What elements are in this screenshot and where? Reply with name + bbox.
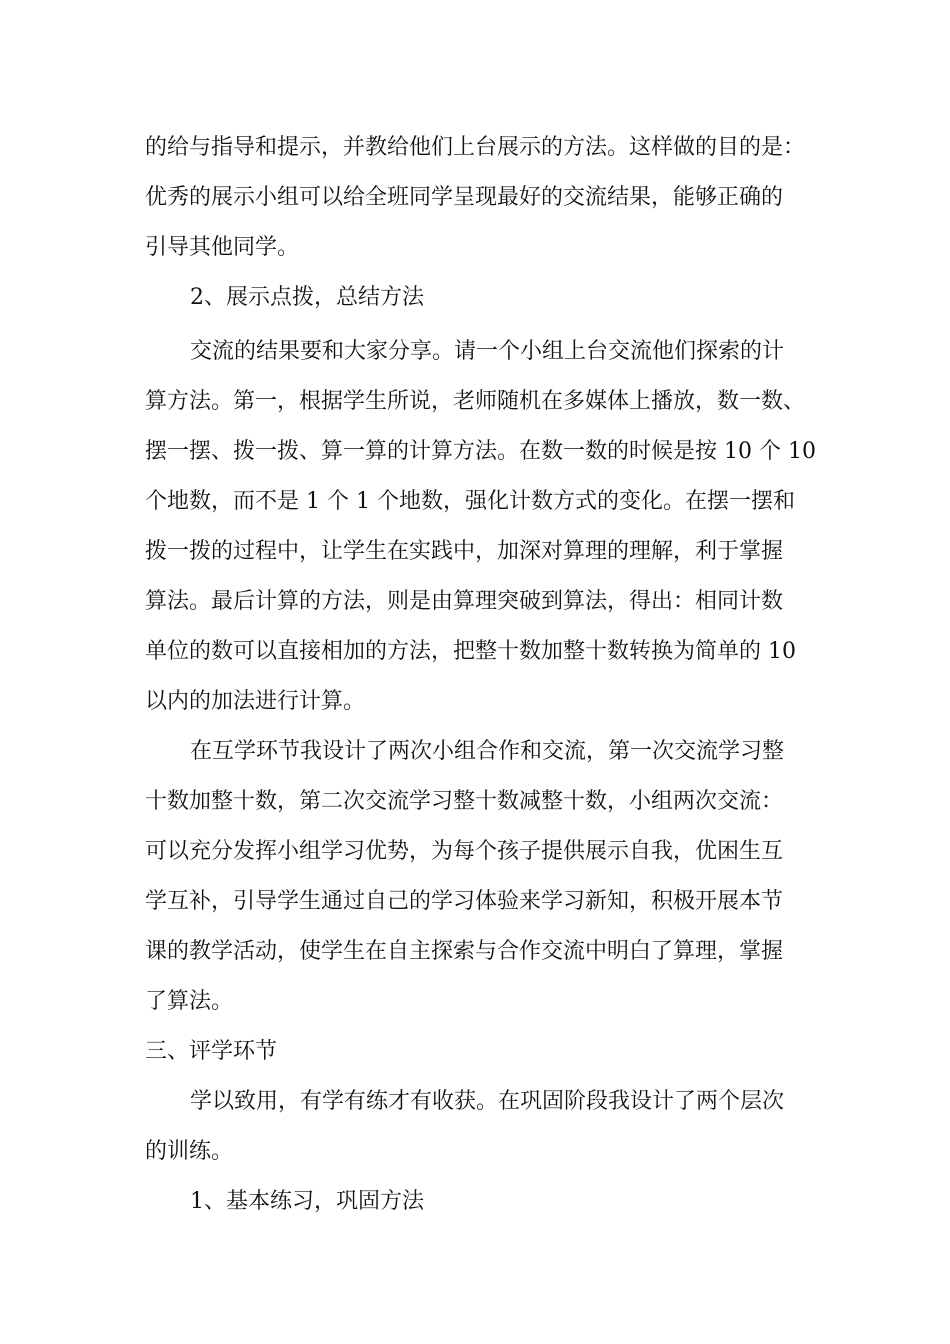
body-text-line: 引导其他同学。	[145, 235, 300, 260]
body-text-line: 算法。最后计算的方法，则是由算理突破到算法，得出：相同计数	[145, 589, 784, 614]
body-text-line: 的给与指导和提示，并教给他们上台展示的方法。这样做的目的是：	[145, 135, 806, 160]
body-text-line: 以内的加法进行计算。	[145, 689, 366, 714]
section-subheading: 1、基本练习，巩固方法	[190, 1189, 424, 1214]
paragraph-first-line: 学以致用，有学有练才有收获。在巩固阶段我设计了两个层次	[190, 1089, 785, 1114]
paragraph-first-line: 交流的结果要和大家分享。请一个小组上台交流他们探索的计	[190, 339, 785, 364]
body-text-line: 拨一拨的过程中，让学生在实践中，加深对算理的理解，利于掌握	[145, 539, 784, 564]
body-text-line: 优秀的展示小组可以给全班同学呈现最好的交流结果，能够正确的	[145, 185, 784, 210]
section-subheading: 2、展示点拨，总结方法	[190, 285, 424, 310]
body-text-line: 可以充分发挥小组学习优势，为每个孩子提供展示自我，优困生互	[145, 839, 784, 864]
body-text-line: 算方法。第一，根据学生所说，老师随机在多媒体上播放，数一数、	[145, 389, 806, 414]
body-text-line: 课的教学活动，使学生在自主探索与合作交流中明白了算理，掌握	[145, 939, 784, 964]
body-text-line: 的训练。	[145, 1139, 234, 1164]
body-text-line: 单位的数可以直接相加的方法，把整十数加整十数转换为简单的 10	[145, 639, 796, 664]
body-text-line: 学互补，引导学生通过自己的学习体验来学习新知，积极开展本节	[145, 889, 784, 914]
section-heading: 三、评学环节	[145, 1039, 278, 1064]
body-text-line: 摆一摆、拨一拨、算一算的计算方法。在数一数的时候是按 10 个 10	[145, 439, 816, 464]
body-text-line: 个地数，而不是 1 个 1 个地数，强化计数方式的变化。在摆一摆和	[145, 489, 795, 514]
body-text-line: 十数加整十数，第二次交流学习整十数减整十数，小组两次交流：	[145, 789, 784, 814]
paragraph-first-line: 在互学环节我设计了两次小组合作和交流，第一次交流学习整	[190, 739, 785, 764]
body-text-line: 了算法。	[145, 989, 234, 1014]
